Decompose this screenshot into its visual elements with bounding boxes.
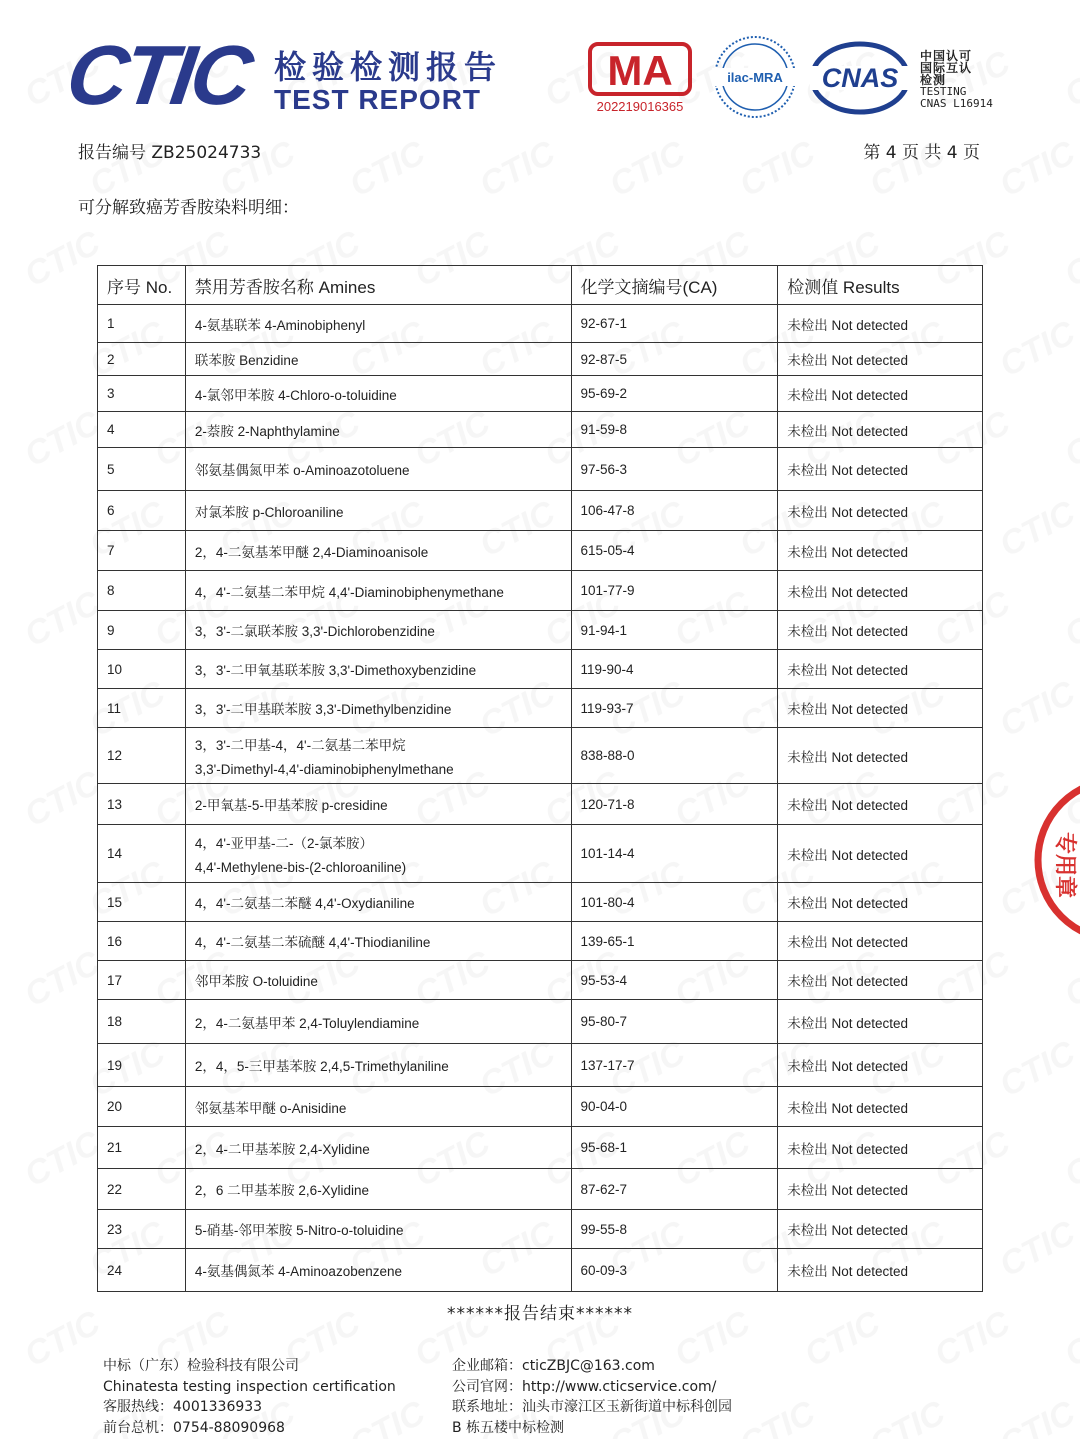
cell-no: 5 (98, 448, 186, 491)
cell-ca: 101-14-4 (571, 825, 778, 883)
cell-name (185, 1249, 571, 1292)
cell-ca: 92-67-1 (571, 305, 778, 343)
cell-result: 未检出 Not detected (778, 883, 983, 922)
report-number: 报告编号 ZB25024733 (78, 143, 262, 163)
cell-ca: 838-88-0 (571, 728, 778, 784)
cell-no: 6 (98, 491, 186, 531)
table-row (98, 883, 983, 922)
amine-name: 4，4'-二氨基二苯醚 4,4'-Oxydianiline (194, 896, 415, 911)
cell-ca: 120-71-8 (571, 784, 778, 825)
header-results: 检测值 Results (778, 266, 983, 305)
watermark-mark (1059, 224, 1080, 296)
company-name-cn: 中标（广东）检验科技有限公司 (103, 1358, 299, 1374)
cell-ca: 90-04-0 (571, 1087, 778, 1127)
amine-name: 3，3'-二氯联苯胺 3,3'-Dichlorobenzidine (194, 624, 435, 639)
watermark-mark (344, 134, 432, 206)
website: 公司官网：http://www.cticservice.com/ (452, 1378, 717, 1395)
cell-result: 未检出 Not detected (778, 531, 983, 571)
cell-result: 未检出 Not detected (778, 1087, 983, 1127)
cell-no: 19 (98, 1044, 186, 1087)
cell-result: 未检出 Not detected (778, 376, 983, 412)
front-desk: 前台总机：0754-88090968 (103, 1419, 285, 1436)
cell-ca: 95-69-2 (571, 376, 778, 412)
table-row (98, 1249, 983, 1292)
cell-result: 未检出 Not detected (778, 491, 983, 531)
watermark-mark (474, 134, 562, 206)
table-row (98, 305, 983, 343)
header-amines: 禁用芳香胺名称 Amines (185, 266, 571, 305)
amine-name: 4-氨基偶氮苯 4-Aminoazobenzene (194, 1264, 402, 1279)
amine-name: 邻氨基苯甲醚 o-Anisidine (194, 1100, 347, 1116)
cell-result: 未检出 Not detected (778, 650, 983, 689)
cell-no: 12 (98, 728, 186, 784)
watermark-mark (1059, 1124, 1080, 1196)
address-line-1: 联系地址：汕头市濠江区玉新街道中标科创园 (452, 1399, 732, 1415)
amine-name: 对氯苯胺 p-Chloroaniline (194, 504, 344, 520)
cell-ca: 87-62-7 (571, 1169, 778, 1210)
amine-name-en: 4,4'-Methylene-bis-(2-chloroaniline) (194, 860, 407, 875)
cell-no: 3 (98, 376, 186, 412)
ilac-mra-logo (710, 34, 800, 120)
cell-no: 14 (98, 825, 186, 883)
cell-no: 24 (98, 1249, 186, 1292)
watermark-mark (1059, 944, 1080, 1016)
watermark-mark (994, 1034, 1080, 1106)
cell-name (185, 611, 571, 650)
cell-result: 未检出 Not detected (778, 611, 983, 650)
cell-name (185, 448, 571, 491)
footer-company-info (103, 1356, 396, 1438)
cell-no: 17 (98, 961, 186, 1000)
table-row (98, 412, 983, 448)
hotline: 客服热线：4001336933 (103, 1399, 263, 1415)
cell-ca: 106-47-8 (571, 491, 778, 531)
table-row (98, 1044, 983, 1087)
header-no: 序号 No. (98, 266, 186, 305)
cell-result: 未检出 Not detected (778, 1127, 983, 1169)
amines-table (97, 265, 983, 1292)
cell-result: 未检出 Not detected (778, 1044, 983, 1087)
watermark-mark (994, 134, 1080, 206)
address-line-2: B 栋五楼中标检测 (452, 1419, 565, 1436)
cell-name (185, 531, 571, 571)
cell-ca: 91-94-1 (571, 611, 778, 650)
amine-name: 4，4'-二氨基二苯甲烷 4,4'-Diaminobiphenymethane (194, 584, 504, 600)
cnas-text: CNAS (821, 63, 899, 93)
watermark-mark (864, 1394, 952, 1439)
watermark-mark (19, 404, 107, 476)
cell-no: 13 (98, 784, 186, 825)
amine-name: 3，3'-二甲基联苯胺 3,3'-Dimethylbenzidine (194, 702, 452, 717)
cell-name (185, 1127, 571, 1169)
cell-ca: 137-17-7 (571, 1044, 778, 1087)
cell-name (185, 689, 571, 728)
table-row (98, 611, 983, 650)
cell-result: 未检出 Not detected (778, 412, 983, 448)
cell-no: 8 (98, 571, 186, 611)
report-header (0, 0, 1080, 130)
table-row (98, 343, 983, 376)
report-title-en: TEST REPORT (274, 84, 482, 115)
cell-no: 20 (98, 1087, 186, 1127)
cell-no: 10 (98, 650, 186, 689)
amine-name: 2，4-二氨基苯甲醚 2,4-Diaminoanisole (194, 544, 429, 560)
amine-name: 2，4，5-三甲基苯胺 2,4,5-Trimethylaniline (194, 1059, 449, 1074)
cell-name (185, 1210, 571, 1249)
cell-ca: 95-80-7 (571, 1000, 778, 1044)
cell-ca: 615-05-4 (571, 531, 778, 571)
official-seal (1028, 770, 1080, 950)
table-row (98, 571, 983, 611)
cell-ca: 91-59-8 (571, 412, 778, 448)
table-row (98, 376, 983, 412)
cell-result: 未检出 Not detected (778, 1210, 983, 1249)
cell-no: 23 (98, 1210, 186, 1249)
cell-name (185, 1000, 571, 1044)
cell-result: 未检出 Not detected (778, 305, 983, 343)
cell-ca: 119-90-4 (571, 650, 778, 689)
cell-name (185, 650, 571, 689)
cell-name (185, 961, 571, 1000)
watermark-mark (19, 944, 107, 1016)
cell-no: 22 (98, 1169, 186, 1210)
table-row (98, 531, 983, 571)
header-ca: 化学文摘编号(CA) (571, 266, 778, 305)
amine-name: 4，4'-二氨基二苯硫醚 4,4'-Thiodianiline (194, 935, 431, 950)
cell-ca: 95-53-4 (571, 961, 778, 1000)
section-title: 可分解致癌芳香胺染料明细： (78, 198, 299, 218)
cell-name (185, 922, 571, 961)
cnas-logo (810, 40, 910, 116)
amine-name: 4-氯邻甲苯胺 4-Chloro-o-toluidine (194, 387, 397, 403)
cell-ca: 139-65-1 (571, 922, 778, 961)
cell-result: 未检出 Not detected (778, 448, 983, 491)
table-row (98, 784, 983, 825)
table-row (98, 1210, 983, 1249)
ctic-logo: CTIC (61, 28, 255, 122)
cell-no: 16 (98, 922, 186, 961)
table-row (98, 491, 983, 531)
cell-name (185, 883, 571, 922)
watermark-mark (1059, 584, 1080, 656)
end-of-report: ******报告结束****** (447, 1304, 633, 1324)
watermark-mark (604, 134, 692, 206)
cell-name (185, 343, 571, 376)
amine-name: 联苯胺 Benzidine (194, 353, 299, 368)
table-row (98, 689, 983, 728)
cell-no: 9 (98, 611, 186, 650)
cell-name (185, 571, 571, 611)
table-row (98, 825, 983, 883)
cell-no: 15 (98, 883, 186, 922)
table-row (98, 1127, 983, 1169)
cnas-accreditation-text: 中国认可 国际互认 检测 TESTING CNAS L16914 (920, 49, 993, 110)
cell-name (185, 1044, 571, 1087)
cell-no: 21 (98, 1127, 186, 1169)
watermark-mark (994, 1394, 1080, 1439)
cell-name (185, 825, 571, 883)
cell-result: 未检出 Not detected (778, 922, 983, 961)
table-row (98, 1000, 983, 1044)
watermark-mark (19, 584, 107, 656)
amine-name: 3，3'-二甲氧基联苯胺 3,3'-Dimethoxybenzidine (194, 663, 477, 678)
cell-result: 未检出 Not detected (778, 1249, 983, 1292)
watermark-mark (734, 1394, 822, 1439)
report-title-cn: 检验检测报告 (274, 48, 503, 86)
amine-name: 2，4-二甲基苯胺 2,4-Xylidine (194, 1141, 370, 1157)
amine-name: 邻氨基偶氮甲苯 o-Aminoazotoluene (194, 463, 410, 478)
table-row (98, 728, 983, 784)
cell-no: 4 (98, 412, 186, 448)
cma-logo (586, 40, 694, 116)
cell-no: 7 (98, 531, 186, 571)
amine-name: 2，6 二甲基苯胺 2,6-Xylidine (194, 1183, 369, 1198)
table-row (98, 448, 983, 491)
cell-no: 1 (98, 305, 186, 343)
cell-result: 未检出 Not detected (778, 784, 983, 825)
table-row (98, 961, 983, 1000)
cell-name (185, 1087, 571, 1127)
cell-result: 未检出 Not detected (778, 961, 983, 1000)
cma-number: 202219016365 (596, 99, 684, 114)
watermark-mark (994, 1214, 1080, 1286)
watermark-mark (19, 1124, 107, 1196)
table-header-row (98, 266, 983, 305)
cell-name (185, 491, 571, 531)
amine-name: 邻甲苯胺 O-toluidine (194, 974, 318, 989)
cell-result: 未检出 Not detected (778, 571, 983, 611)
cell-result: 未检出 Not detected (778, 343, 983, 376)
table-row (98, 1169, 983, 1210)
amine-name: 2-甲氧基-5-甲基苯胺 p-cresidine (194, 798, 388, 813)
watermark-mark (994, 314, 1080, 386)
page-number: 第 4 页 共 4 页 (863, 143, 980, 163)
amine-name: 2，4-二氨基甲苯 2,4-Toluylendiamine (194, 1015, 420, 1031)
watermark-mark (19, 224, 107, 296)
cell-no: 11 (98, 689, 186, 728)
cell-name (185, 1169, 571, 1210)
amine-name: 4，4'-亚甲基-二-（2-氯苯胺） (194, 836, 373, 851)
cell-ca: 101-77-9 (571, 571, 778, 611)
amine-name-en: 3,3'-Dimethyl-4,4'-diaminobiphenylmethane (194, 762, 454, 777)
cell-ca: 92-87-5 (571, 343, 778, 376)
table-row (98, 650, 983, 689)
amine-name: 4-氨基联苯 4-Aminobiphenyl (194, 317, 366, 333)
cell-result: 未检出 Not detected (778, 1169, 983, 1210)
amine-name: 3，3'-二甲基-4，4'-二氨基二苯甲烷 (194, 738, 406, 753)
cell-ca: 101-80-4 (571, 883, 778, 922)
cell-name (185, 412, 571, 448)
table-row (98, 922, 983, 961)
cma-text: MA (607, 47, 673, 94)
footer-contact-info (452, 1356, 732, 1438)
cell-no: 2 (98, 343, 186, 376)
ilac-text: ilac-MRA (727, 70, 783, 85)
cell-name (185, 305, 571, 343)
cell-ca: 60-09-3 (571, 1249, 778, 1292)
company-name-en: Chinatesta testing inspection certification (103, 1378, 396, 1395)
cell-result: 未检出 Not detected (778, 689, 983, 728)
watermark-mark (1059, 404, 1080, 476)
cell-name (185, 728, 571, 784)
email: 企业邮箱：cticZBJC@163.com (452, 1358, 655, 1374)
amine-name: 5-硝基-邻甲苯胺 5-Nitro-o-toluidine (194, 1223, 404, 1238)
watermark-mark (994, 494, 1080, 566)
cell-result: 未检出 Not detected (778, 825, 983, 883)
amine-name: 2-萘胺 2-Naphthylamine (194, 423, 340, 439)
cell-result: 未检出 Not detected (778, 1000, 983, 1044)
cell-ca: 119-93-7 (571, 689, 778, 728)
watermark-mark (734, 134, 822, 206)
watermark-mark (19, 764, 107, 836)
table-row (98, 1087, 983, 1127)
seal-text: 专用章 (1052, 831, 1077, 899)
cell-name (185, 784, 571, 825)
cell-result: 未检出 Not detected (778, 728, 983, 784)
cell-ca: 99-55-8 (571, 1210, 778, 1249)
cell-ca: 95-68-1 (571, 1127, 778, 1169)
watermark-mark (994, 674, 1080, 746)
cell-no: 18 (98, 1000, 186, 1044)
cell-ca: 97-56-3 (571, 448, 778, 491)
cell-name (185, 376, 571, 412)
